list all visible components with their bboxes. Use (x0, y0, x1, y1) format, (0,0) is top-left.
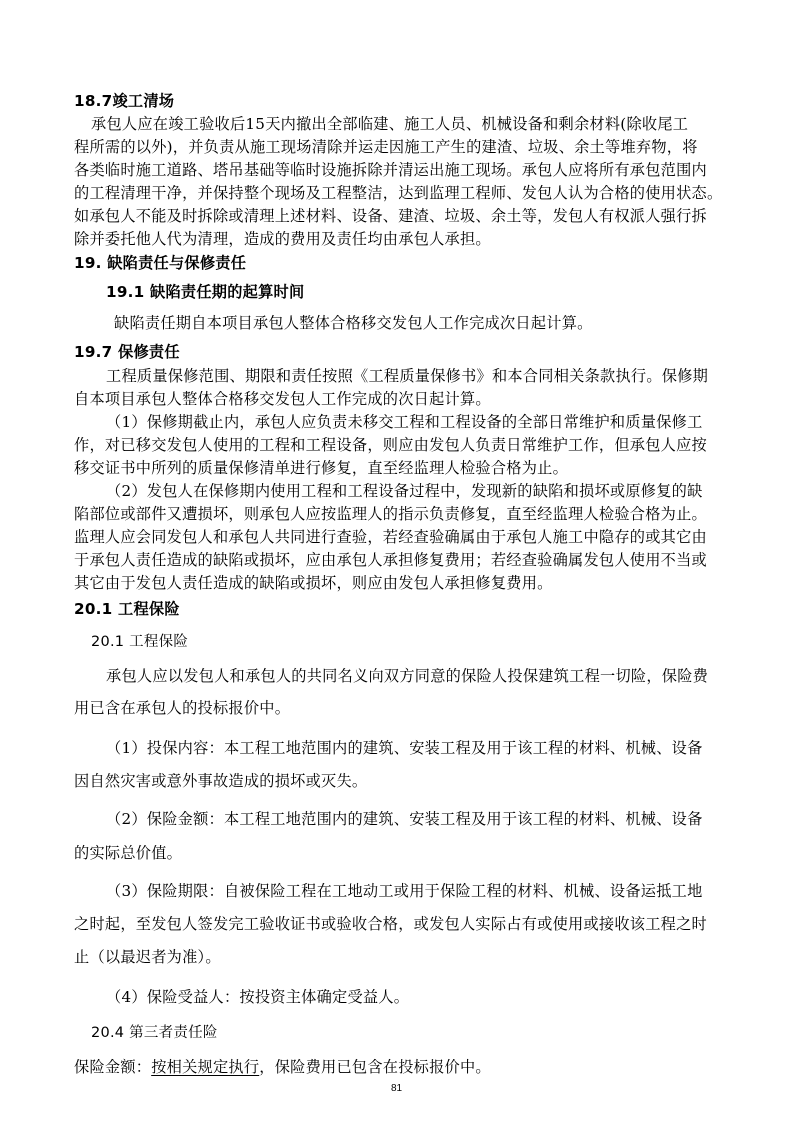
section-19-7-item-1-line: 移交证书中所列的质量保修清单进行修复，直至经监理人检验合格为止。 (74, 459, 568, 477)
section-20-1-item-3-line: 止（以最迟者为准）。 (74, 948, 221, 966)
page-number: 81 (390, 1083, 403, 1094)
section-19-7-intro-line: 自本项目承包人整体合格移交发包人工作完成的次日起计算。 (74, 390, 491, 408)
section-19-heading: 19. 缺陷责任与保修责任 (74, 254, 247, 272)
section-19-7-item-2-line: 监理人应会同发包人和承包人共同进行查验，若经查验确属由于承包人施工中隐存的或其它由 (74, 528, 707, 546)
section-18-7-line: 程所需的以外)，并负责从施工现场清除并运走因施工产生的建渣、垃圾、余土等堆弃物，将 (74, 138, 698, 156)
section-20-1-item-2-line: （2）保险金额：本工程工地范围内的建筑、安装工程及用于该工程的材料、机械、设备 (106, 810, 703, 828)
section-18-7-heading: 18.7竣工清场 (74, 92, 175, 110)
insurance-amount-rest: ，保险费用已包含在投标报价中。 (259, 1058, 491, 1076)
section-19-7-item-1-line: （1）保修期截止内，承包人应负责未移交工程和工程设备的全部日常维护和质量保修工 (106, 413, 703, 431)
section-20-1-heading: 20.1 工程保险 (74, 600, 180, 618)
section-18-7-line: 如承包人不能及时拆除或清理上述材料、设备、建渣、垃圾、余土等，发包人有权派人强行拆 (74, 207, 707, 225)
section-19-7-heading: 19.7 保修责任 (74, 343, 180, 361)
section-18-7-line: 除并委托他人代为清理，造成的费用及责任均由承包人承担。 (74, 230, 491, 248)
section-20-1-item-3-line: 之时起，至发包人签发完工验收证书或验收合格，或发包人实际占有或使用或接收该工程之时 (74, 915, 707, 933)
section-20-4-subheading: 20.4 第三者责任险 (91, 1025, 218, 1041)
insurance-amount-underlined: 按相关规定执行 (151, 1058, 260, 1076)
section-20-1-item-4-line: （4）保险受益人：按投资主体确定受益人。 (106, 988, 410, 1006)
section-20-1-item-2-line: 的实际总价值。 (74, 844, 183, 862)
section-18-7-line: 承包人应在竣工验收后15天内撤出全部临建、施工人员、机械设备和剩余材料(除收尾工 (91, 115, 689, 133)
section-19-7-item-2-line: 于承包人责任造成的缺陷或损坏，应由承包人承担修复费用；若经查验确属发包人使用不当或 (74, 551, 707, 569)
section-19-7-item-1-line: 作，对已移交发包人使用的工程和工程设备，则应由发包人负责日常维护工作，但承包人应按 (74, 436, 707, 454)
section-19-7-intro-line: 工程质量保修范围、期限和责任按照《工程质量保修书》和本合同相关条款执行。保修期 (106, 367, 709, 385)
section-20-1-intro-line: 用已含在承包人的投标报价中。 (74, 699, 291, 717)
section-20-1-item-1-line: 因自然灾害或意外事故造成的损坏或灭失。 (74, 772, 368, 790)
section-19-7-item-2-line: （2）发包人在保修期内使用工程和工程设备过程中，发现新的缺陷和损坏或原修复的缺 (106, 482, 703, 500)
section-19-7-item-2-line: 其它由于发包人责任造成的缺陷或损坏，则应由发包人承担修复费用。 (74, 574, 553, 592)
section-20-1-item-1-line: （1）投保内容：本工程工地范围内的建筑、安装工程及用于该工程的材料、机械、设备 (106, 739, 703, 757)
section-20-1-subheading: 20.1 工程保险 (91, 634, 189, 650)
section-19-7-item-2-line: 陷部位或部件又遭损坏，则承包人应按监理人的指示负责修复，直至经监理人检验合格为止。 (74, 505, 707, 523)
section-18-7-line: 各类临时施工道路、塔吊基础等临时设施拆除并清运出施工现场。承包人应将所有承包范围内 (74, 161, 707, 179)
section-19-1-line: 缺陷责任期自本项目承包人整体合格移交发包人工作完成次日起计算。 (114, 314, 593, 332)
section-19-1-heading: 19.1 缺陷责任期的起算时间 (106, 283, 305, 301)
insurance-amount-label: 保险金额： (74, 1058, 152, 1076)
section-20-1-item-3-line: （3）保险期限：自被保险工程在工地动工或用于保险工程的材料、机械、设备运抵工地 (106, 882, 703, 900)
section-18-7-line: 的工程清理干净，并保持整个现场及工程整洁，达到监理工程师、发包人认为合格的使用状态。 (74, 184, 723, 202)
section-20-4-line (74, 1056, 491, 1078)
section-20-1-intro-line: 承包人应以发包人和承包人的共同名义向双方同意的保险人投保建筑工程一切险，保险费 (106, 667, 709, 685)
